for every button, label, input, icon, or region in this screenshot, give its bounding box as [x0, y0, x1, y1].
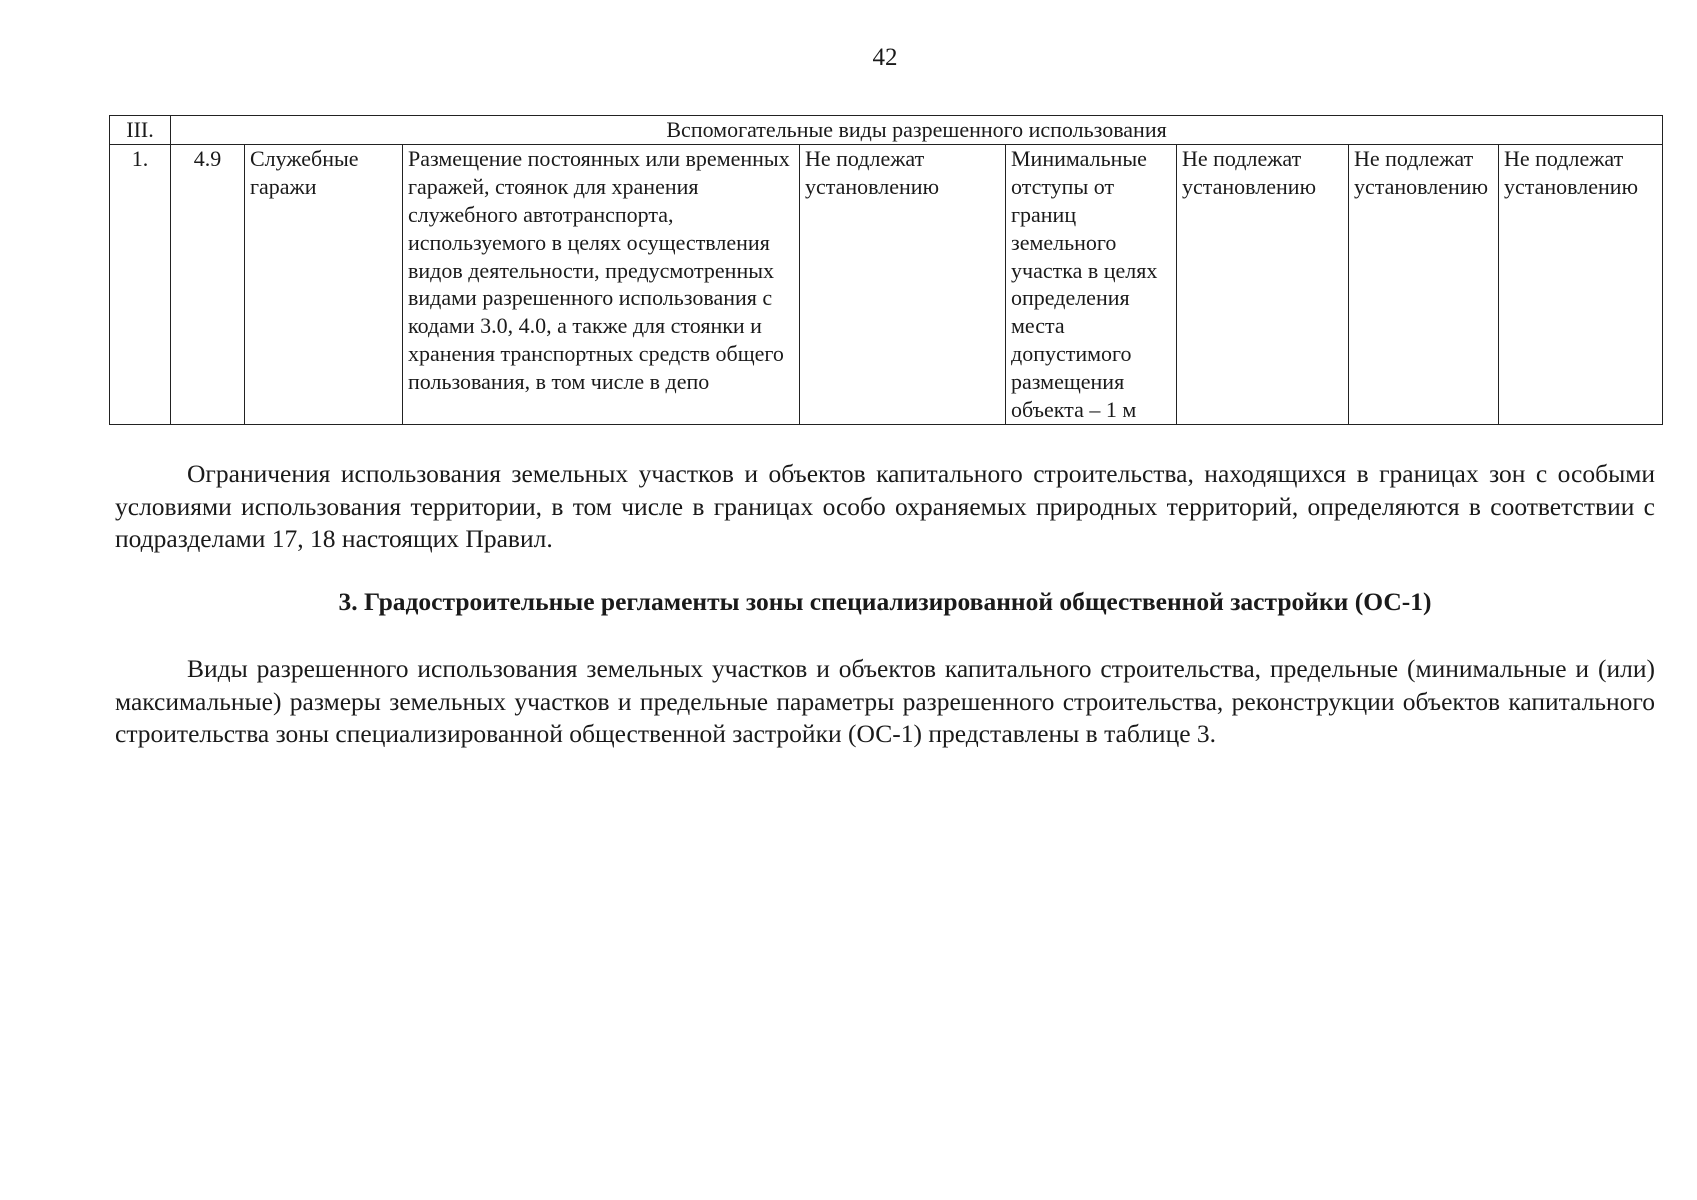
section-number: III. — [110, 116, 171, 145]
use-code: 4.9 — [171, 144, 245, 424]
table-row — [110, 144, 1663, 424]
intro-paragraph — [115, 653, 1655, 751]
use-name: Служебные гаражи — [245, 144, 403, 424]
cell-plot-size: Не подлежат установлению — [800, 144, 1006, 424]
restrictions-paragraph — [115, 458, 1655, 556]
cell-other: Не подлежат установлению — [1499, 144, 1663, 424]
cell-setbacks: Минимальные отступы от границ земельного участка в целях определения места допустимого размещения объекта – 1 м — [1006, 144, 1177, 424]
section-title: Вспомогательные виды разрешенного использования — [171, 116, 1663, 145]
regulations-table — [109, 115, 1663, 425]
section-heading: 3. Градостроительные регламенты зоны специализированной общественной застройки (ОС-1) — [338, 587, 1432, 616]
cell-floors: Не подлежат установлению — [1177, 144, 1349, 424]
restrictions-text: Ограничения использования земельных участков и объектов капитального строительства, находящихся в границах зон с особыми условиями использования территории, в том числе в границах особо охраняемых природных территорий, определяются в соответствии с подразделами 17, 18 настоящих Правил. — [115, 459, 1655, 553]
cell-coverage: Не подлежат установлению — [1349, 144, 1499, 424]
page-number: 42 — [872, 44, 898, 71]
intro-text: Виды разрешенного использования земельных участков и объектов капитального строительства, предельные (минимальные и (или) максимальные) размеры земельных участков и предельные параметры разрешенного строительства, реконструкции объектов капитального строительства зоны специализированной общественной застройки (ОС-1) представлены в таблице 3. — [115, 654, 1655, 748]
row-number: 1. — [110, 144, 171, 424]
table-section-row — [110, 116, 1663, 145]
use-description: Размещение постоянных или временных гаражей, стоянок для хранения служебного автотранспорта, используемого в целях осуществления видов деятельности, предусмотренных видами разрешенного использования с кодами 3.0, 4.0, а также для стоянки и хранения транспортных средств общего пользования, в том числе в депо — [403, 144, 800, 424]
